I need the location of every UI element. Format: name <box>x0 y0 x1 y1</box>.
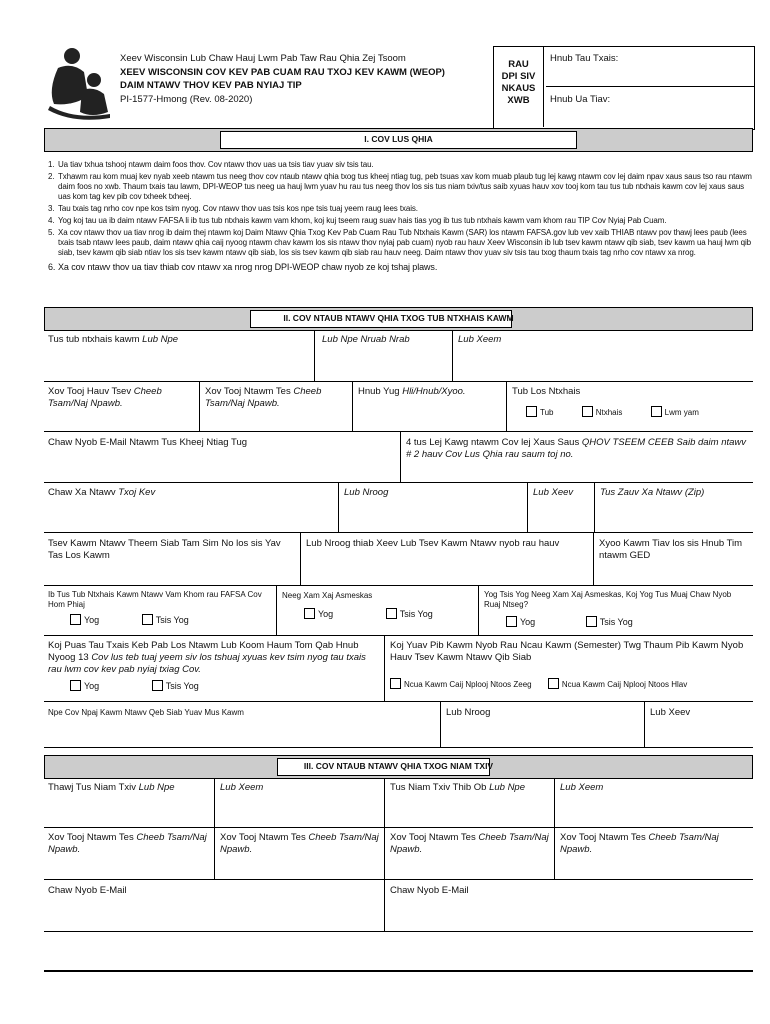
gender-male-checkbox[interactable] <box>526 406 537 417</box>
program-name: XEEV WISCONSIN COV KEV PAB CUAM RAU TXOJ KEV KAWM (WEOP) <box>120 66 445 78</box>
student-middle-name-field[interactable]: Lub Xeem <box>458 334 502 345</box>
graduation-year-field[interactable]: Xyoo Kawm Tiav los sis Hnub Tim ntawm GED <box>599 538 743 561</box>
instruction-item: 5. Xa cov ntawv thov ua tiav nrog ib daim thej ntawm koj Daim Ntawv Qhia Txog Kev Pab Cuam Rau Tub Ntxhais Kawm (SAR) los ntawm FAFSA.gov lub vev xaib THIAB ntawv pov thawj lees paub (lees txais tsab ntawv lees paub, daim ntawv qhia caij nyoog ntawm chav kawm los sis ntawv thov nyiaj pab cuam) nyob rau hauv Xeev Wisconsin ib lub tsev kawm ntawv qib siab, tsev kawm ua hauj lwm qib siab, tsev kawm qib siab ntiav los sis tsev kawm ntawv qib siab, los sis tsev kawm qib siab rau hauv neeg. Daim ntawv thov yuav siv tsis tau txog thaum txais tag nrho cov ntawv xa nrog. <box>48 228 752 257</box>
parent1-phone-a-field[interactable]: Xov Tooj Ntawm Tes Cheeb Tsam/Naj Npawb. <box>48 832 207 855</box>
high-school-city-state-field[interactable]: Lub Nroog thiab Xeev Lub Tsev Kawm Ntawv nyob rau hauv <box>306 538 560 549</box>
parent2-last-name-field[interactable]: Lub Xeem <box>560 782 604 793</box>
date-completed-field[interactable] <box>546 88 754 127</box>
parent1-first-name-field[interactable]: Thawj Tus Niam Txiv Lub Npe <box>48 782 175 793</box>
instruction-item: 1. Ua tiav txhua tshooj ntawm daim foos thov. Cov ntawv thov uas ua tsis tiav yuav siv tsis tau. <box>48 160 374 169</box>
student-dob-field[interactable]: Hnub Yug Hli/Hnub/Xyoo. <box>358 386 466 397</box>
section1-header <box>44 128 753 152</box>
resident-label: Yog Tsis Yog Neeg Xam Xaj Asmeskas, Koj Yog Tus Muaj Chaw Nyob Ruaj Ntseg? <box>484 590 732 609</box>
student-city-field[interactable]: Lub Nroog <box>344 487 389 498</box>
start-semester-field: Koj Yuav Pib Kawm Nyob Rau Ncau Kawm (Semester) Twg Thaum Pib Kawm Nyob Hauv Tsev Kawm Ntawv Qib Siab Ncua Kawm Caij Nplooj Ntoos Zeeg Ncua Kawm Caij Nplooj Ntoos Hlav <box>386 637 753 701</box>
date-received-label: Hnub Tau Txais: <box>550 53 619 64</box>
parent1-email-field[interactable]: Chaw Nyob E-Mail <box>48 885 127 896</box>
parent1-last-name-field[interactable]: Lub Xeem <box>220 782 264 793</box>
college-name-field[interactable]: Npe Cov Npaj Kawm Ntawv Qeb Siab Yuav Mus Kawm <box>48 708 244 717</box>
date-received-field[interactable] <box>546 47 754 87</box>
parent2-phone-b-field[interactable]: Xov Tooj Ntawm Tes Cheeb Tsam/Naj Npawb. <box>560 832 719 855</box>
foster-no-checkbox[interactable] <box>152 680 163 691</box>
form-header <box>120 52 445 106</box>
dpi-logo <box>44 46 114 120</box>
page-bottom-rule <box>44 970 753 972</box>
resident-yes-checkbox[interactable] <box>506 616 517 627</box>
section1-title: I. COV LUS QHIA <box>364 134 433 144</box>
student-state-field[interactable]: Lub Xeev <box>533 487 574 498</box>
parent-info-table <box>44 779 753 932</box>
dependent-yes-checkbox[interactable] <box>70 614 81 625</box>
form-title: DAIM NTAWV THOV KEV PAB NYIAJ TIP <box>120 80 302 91</box>
high-school-field[interactable]: Tsev Kawm Ntawv Theem Siab Tam Sim No los sis Yav Tas Los Kawm <box>48 538 281 561</box>
section2-title: II. COV NTAUB NTAWV QHIA TXOG TUB NTXHAIS KAWM <box>283 313 514 323</box>
section3-header <box>44 755 753 779</box>
dependent-student-field: Ib Tus Tub Ntxhais Kawm Ntawv Vam Khom rau FAFSA Cov Hom Phiaj Yog Tsis Yog <box>44 587 276 635</box>
instruction-item: 3. Tau txais tag nrho cov npe kos tsim nyog. Cov ntawv thov uas tsis kos npe tsis tuaj yeem raug lees txais. <box>48 204 418 213</box>
student-home-phone-field[interactable]: Xov Tooj Hauv Tsev Cheeb Tsam/Naj Npawb. <box>48 386 162 409</box>
office-use-label: RAU DPI SIV NKAUS XWB <box>494 47 544 127</box>
office-use-box <box>493 46 755 130</box>
parent2-first-name-field[interactable]: Tus Niam Txiv Thib Ob Lub Npe <box>390 782 525 793</box>
student-email-field[interactable]: Chaw Nyob E-Mail Ntawm Tus Kheej Ntiag Tug <box>48 437 248 448</box>
student-zip-field[interactable]: Tus Zauv Xa Ntawv (Zip) <box>600 487 705 498</box>
fall-semester-checkbox[interactable] <box>390 678 401 689</box>
gender-other-checkbox[interactable] <box>651 406 662 417</box>
college-state-field[interactable]: Lub Xeev <box>650 707 691 718</box>
gender-label: Tub Los Ntxhais <box>512 386 581 397</box>
student-mobile-phone-field[interactable]: Xov Tooj Ntawm Tes Cheeb Tsam/Naj Npawb. <box>205 386 322 409</box>
instructions-list <box>48 160 752 274</box>
student-street-field[interactable]: Chaw Xa Ntawv Txoj Kev <box>48 487 156 498</box>
semester-label: Koj Yuav Pib Kawm Nyob Rau Ncau Kawm (Semester) Twg Thaum Pib Kawm Nyob Hauv Tsev Kawm Ntawv Qib Siab <box>390 640 744 663</box>
parent2-email-field[interactable]: Chaw Nyob E-Mail <box>390 885 469 896</box>
parent2-phone-a-field[interactable]: Xov Tooj Ntawm Tes Cheeb Tsam/Naj Npawb. <box>390 832 549 855</box>
instruction-item: 2. Txhawm rau kom muaj kev nyab xeeb ntawm tus neeg thov cov ntaub ntawv qhia txog tus kheej ntiag tug, peb tsuas xav kom muab plaub tug lej kawg ntawm cov lej daim npav xaus saus tso rau ntawm daim foos no xwb. Thaum txais tau lawm, DPI-WEOP tus neeg ua hauj lwm yuav hu rau tus neeg thov los sis tus niam txiv/tus saib xyuas hauv xov tooj kom tau tus tub ntxhais kawm cov lej xaus saus uas kom tag kev pib cov txheek txheej. <box>48 172 752 201</box>
instruction-item: 4. Yog koj tau ua ib daim ntawv FAFSA li ib tus tub ntxhais kawm vam khom, koj kuj tseem raug suav hais tias yog ib tus tub ntxhais kawm vam khom rau TIP Cov Nyiaj Pab Cuam. <box>48 216 667 225</box>
agency-name: Xeev Wisconsin Lub Chaw Hauj Lwm Pab Taw Rau Qhia Zej Tsoom <box>120 53 406 64</box>
foster-label: Koj Puas Tau Txais Keb Pab Los Ntawm Lub Koom Haum Tom Qab Hnub Nyoog 13 Cov lus teb tuaj yeem siv los tshuaj xyuas kev tsim nyog tau txais rau lwm cov kev pab nyiaj txiag Cov. <box>48 640 366 675</box>
date-completed-label: Hnub Ua Tiav: <box>550 94 611 105</box>
spring-semester-checkbox[interactable] <box>548 678 559 689</box>
section3-title: III. COV NTAUB NTAWV QHIA TXOG NIAM TXIV <box>303 761 494 771</box>
student-info-table <box>44 331 753 748</box>
college-city-field[interactable]: Lub Nroog <box>446 707 491 718</box>
us-citizen-field: Neeg Xam Xaj Asmeskas Yog Tsis Yog <box>278 587 478 635</box>
dependent-label: Ib Tus Tub Ntxhais Kawm Ntawv Vam Khom rau FAFSA Cov Hom Phiaj <box>48 590 262 609</box>
dependent-no-checkbox[interactable] <box>142 614 153 625</box>
student-ssn-field[interactable]: 4 tus Lej Kawg ntawm Cov lej Xaus Saus QHOV TSEEM CEEB Saib daim ntawv # 2 hauv Cov Lus Qhia rau saum toj no. <box>406 437 747 460</box>
form-number: PI-1577-Hmong (Rev. 08-2020) <box>120 93 253 105</box>
parent1-phone-b-field[interactable]: Xov Tooj Ntawm Tes Cheeb Tsam/Naj Npawb. <box>220 832 379 855</box>
permanent-resident-field: Yog Tsis Yog Neeg Xam Xaj Asmeskas, Koj Yog Tus Muaj Chaw Nyob Ruaj Ntseg? Yog Tsis Yog <box>480 587 753 635</box>
gender-female-checkbox[interactable] <box>582 406 593 417</box>
foster-yes-checkbox[interactable] <box>70 680 81 691</box>
citizen-no-checkbox[interactable] <box>386 608 397 619</box>
citizen-yes-checkbox[interactable] <box>304 608 315 619</box>
family-reading-icon <box>44 46 114 120</box>
resident-no-checkbox[interactable] <box>586 616 597 627</box>
student-first-name-field[interactable]: Lub Npe Nruab Nrab <box>322 334 410 345</box>
instruction-item: 6. Xa cov ntawv thov ua tiav thiab cov ntawv xa nrog nrog DPI-WEOP chaw nyob ze koj tshaj plaws. <box>48 262 438 272</box>
citizen-label: Neeg Xam Xaj Asmeskas <box>282 591 373 600</box>
student-gender-field: Tub Los Ntxhais Tub Ntxhais Lwm yam <box>508 383 753 433</box>
foster-care-field: Koj Puas Tau Txais Keb Pab Los Ntawm Lub Koom Haum Tom Qab Hnub Nyoog 13 Cov lus teb tuaj yeem siv los tshuaj xyuas kev tsim nyog tau txais rau lwm cov kev pab nyiaj txiag Cov. Yog Tsis Yog <box>44 637 384 701</box>
student-last-name-field[interactable]: Tus tub ntxhais kawm Lub Npe <box>48 334 179 345</box>
section2-header <box>44 307 753 331</box>
